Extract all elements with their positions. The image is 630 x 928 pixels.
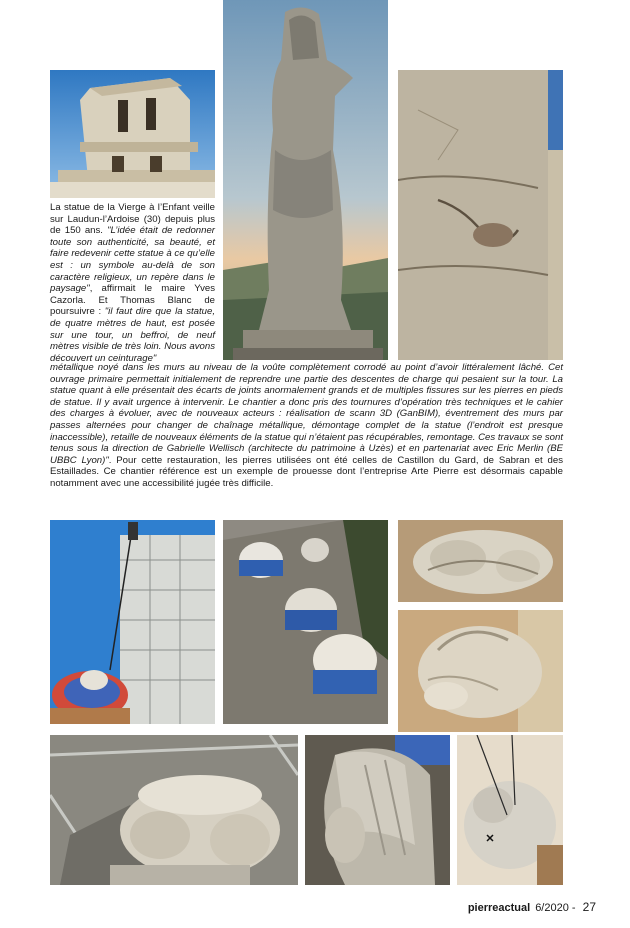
photo-crane-lifting-statue [50,520,215,724]
photo-carved-head-profile [305,735,450,885]
restoration-summary: . Pour cette restauration, les pierres utilisées ont été celles de Castillon du Gard, de Sabran et des Estaillades. Ce chantier référence est un exemple de prouesse dont l’entreprise Arte Pierre est désormais capable notamment avec une accessibilité jugée très difficile. [50,454,563,489]
page-number: 27 [582,900,596,914]
article-intro-paragraph [50,202,215,364]
quote-continuation: métallique noyé dans les murs au niveau de la voûte complètement corrodé au point d’avoir littéralement lâché. Cet ouvrage primaire permettait initialement de reprendre une partie des descentes de charge qui pesaient sur la tour. La statue quant à elle présentait des écarts de joints anormalement grands et de multiples fissures sur les pierres en pieds de statue. Il y avait urgence à intervenir. Le chantier a donc pris des tournures d’opération très techniques et le cahier des charges à évoluer, avec de nouveaux acteurs : réalisation de scann 3D (GanBIM), éventrement des murs par passes alternées pour changer de chaînage métallique, démontage complet de la statue (l’endroit est presque inaccessible), retaille de nouveaux éléments de la statue qui n’étaient pas récupérables, remontage. Ces travaux se sont tenus sous la direction de Gabrielle Wellisch (architecte du patrimoine à Uzès) et en partenariat avec Eric Merlin (BE UBBC Lyon)" [50,362,563,466]
thomas-blanc-quote: "il faut dire que la statue, de quatre mètres de haut, est posée sur une tour, un beffroi, de neuf mètres visible de très loin. Nous avons découvert un ceinturage" [50,306,215,364]
photo-carved-hand-closeup [398,610,563,732]
photo-cracked-stone-wall [398,70,563,360]
article-main-paragraph [50,362,563,490]
intro-lead: La statue de la Vierge à l’Enfant veille sur Laudun-l’Ardoise (30) depuis plus de 150 ans. [50,202,215,237]
photo-carved-stone-detail [398,520,563,602]
page-footer [468,900,596,914]
photo-bell-tower [50,70,215,198]
photo-carved-hand-marked [457,735,563,885]
magazine-name: pierreactual [467,902,531,914]
quote-attribution: , affirmait le maire Yves Cazorla. Et Thomas Blanc de poursuivre : [50,283,215,318]
photo-statue-virgin [223,0,388,360]
issue-number: 6/2020 [535,902,569,914]
photo-dismantled-blocks-terrace [223,520,388,724]
footer-separator: - [571,902,576,914]
photo-statue-base-scaffold [50,735,298,885]
mayor-quote: "L’idée était de redonner toute son authenticité, sa beauté, et faire redevenir cette statue à ce qu’elle est : un symbole au-delà de son caractère religieux, un repère dans le paysage" [50,225,215,295]
